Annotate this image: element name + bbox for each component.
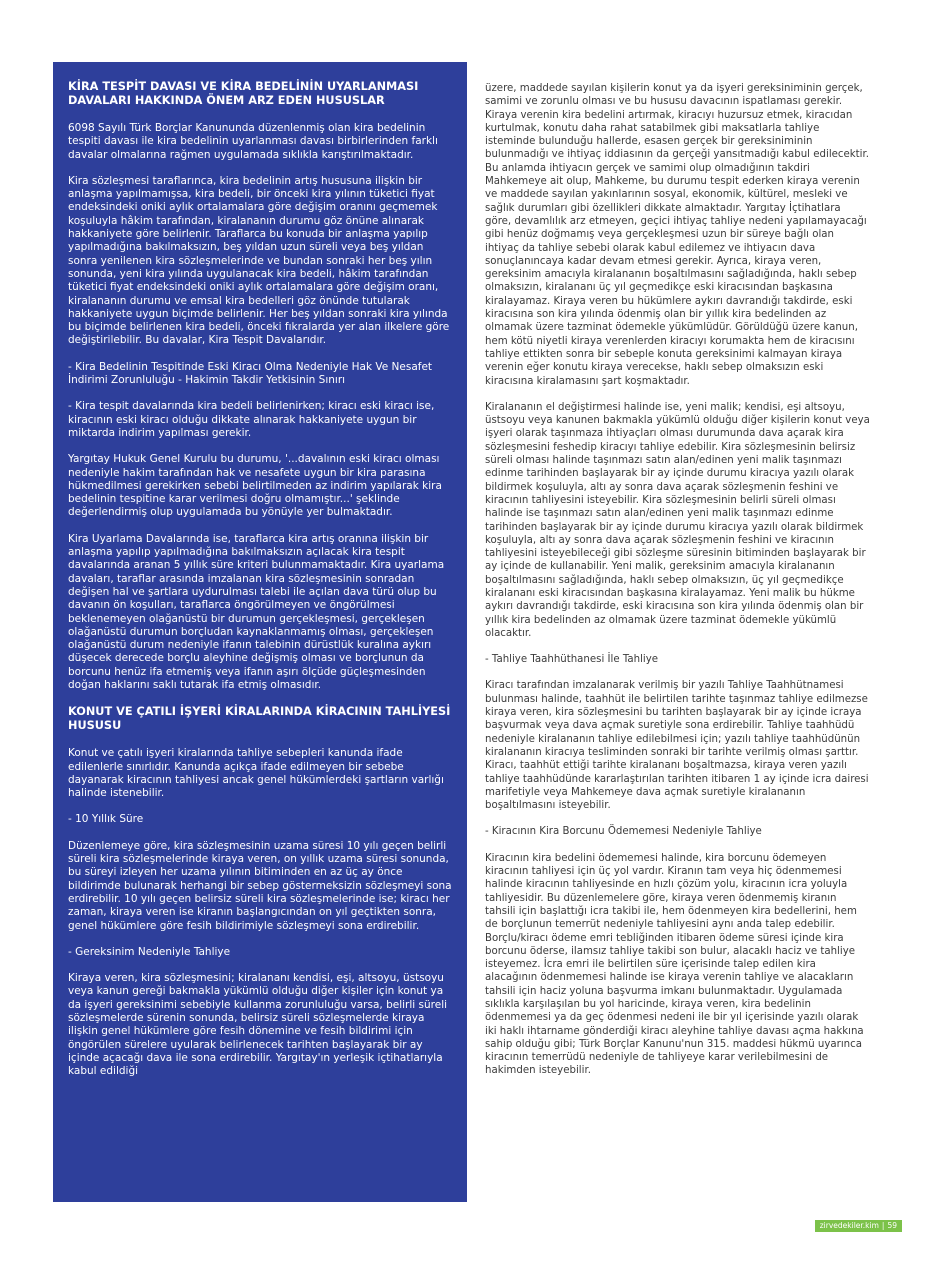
paragraph: Konut ve çatılı işyeri kiralarında tahliye sebepleri kanunda ifade edilenlerle sınırlıdır. Kanunda açıkça ifade edilmeyen bir sebebe dayanarak kiracının tahliyesi ancak genel hükümlerdeki şartların varlığı halinde istenebilir. xyxy=(68,747,444,800)
paragraph: 6098 Sayılı Türk Borçlar Kanununda düzenlenmiş olan kira bedelinin tespiti davası ile kira bedelinin uyarlanması davası birbirlerinden farklı davalar olmalarına rağmen uygulamada sıklıkla karıştırılmaktadır. xyxy=(68,122,438,161)
left-column-panel xyxy=(53,62,467,1202)
paragraph: Kira Uyarlama Davalarında ise, taraflarca kira artış oranına ilişkin bir anlaşma yapılıp yapılmadığına bakılmaksızın açılacak kira tespit davalarında aranan 5 yıllık süre kriteri bulunmamaktadır. Kira uyarlama davaları, taraflar arasında imzalanan kira sözleşmesinin sonradan değişen hal ve şartlara uydurulması talebi ile açılan dava türü olup bu davanın ön koşulları, taraflarca öngörülmeyen ve öngörülmesi beklenemeyen olağanüstü bir durumun gerçekleşmesi, gerçekleşen olağanüstü durumun borçludan kaynaklanmamış olması, gerçekleşen olağanüstü durum nedeniyle ifanın talebinin dürüstlük kuralına aykırı düşecek derecede borçlu aleyhine değişmiş olması ve borçlunun da borcunu henüz ifa etmemiş veya ifanın aşırı ölçüde güçleşmesinden doğan haklarını saklı tutarak ifa etmiş olmasıdır. xyxy=(68,532,445,691)
subheading-10-yillik-sure: - 10 Yıllık Süre xyxy=(68,813,144,826)
right-column xyxy=(485,82,870,1091)
subheading-taahhutname: - Tahliye Taahhüthanesi İle Tahliye xyxy=(485,654,659,666)
paragraph: Yargıtay Hukuk Genel Kurulu bu durumu, '...davalının eski kiracı olması nedeniyle hakim tarafından hak ve nesafete uygun bir kira parasına hükmedilmesi gerekirken sebebi belirtilmeden az indirim yapılarak kira bedelinin tespitine karar verilmesi doğru olmamıştır...' şeklinde değerlendirmiş olup uygulamada bu yönüyle yer bulmaktadır. xyxy=(68,453,442,519)
page-footer xyxy=(815,1220,902,1232)
paragraph: Düzenlemeye göre, kira sözleşmesinin uzama süresi 10 yılı geçen belirli süreli kira sözleşmelerinde kiraya veren, on yıllık uzama süresi sonunda, bu süreyi izleyen her uzama yılının bitiminden en az üç ay önce bildirimde bulunarak herhangi bir sebep göstermeksizin sözleşmeyi sona erdirebilir. 10 yılı geçen belirsiz süreli kira sözleşmelerinde ise; kiracı her zaman, kiraya veren ise kiranın başlangıcından on yıl geçtikten sonra, genel hükümlere göre fesih bildirimiyle sözleşmeyi sona erdirebilir. xyxy=(68,839,452,932)
section-heading-kira-tespit: KİRA TESPİT DAVASI VE KİRA BEDELİNİN UYARLANMASI DAVALARI HAKKINDA ÖNEM ARZ EDEN HUSUSLAR xyxy=(68,80,419,107)
footer-separator: | xyxy=(881,1221,885,1230)
paragraph: üzere, maddede sayılan kişilerin konut ya da işyeri gereksiniminin gerçek, samimi ve zorunlu olması ve bu hususu davacının ispatlaması gerekir. Kiraya verenin kira bedelini artırmak, kiracıyı huzursuz etmek, kiracıdan kurtulmak, konutu daha rahat satabilmek gibi maksatlarla tahliye isteminde bulunduğu hallerde, esasen gerçek bir gereksiniminin bulunmadığı ve ihtiyaç iddiasının da gerçeği yansıtmadığı kabul edilecektir. Bu anlamda ihtiyacın gerçek ve samimi olup olmadığının takdiri Mahkemeye ait olup, Mahkeme, bu durumu tespit ederken kiraya verenin ve maddede sayılan yakınlarının sosyal, ekonomik, kültürel, mesleki ve sağlık durumları gibi özellikleri dikkate almaktadır. Yargıtay İçtihatlara göre, devamlılık arz etmeyen, geçici ihtiyaç tahliye nedeni yapılamayacağı gibi henüz doğmamış veya gerçekleşmesi uzun bir süreye bağlı olan ihtiyaç da tahliye sebebi olarak kabul edilemez ve ihtiyacın dava sonuçlanıncaya kadar devam etmesi gerekir. Ayrıca, kiraya veren, gereksinim amacıyla kiralananın boşaltılmasını sağladığında, haklı sebep olmaksızın, kiralananı üç yıl geçmedikçe eski kiracısından başkasına kiralayamaz. Kiraya veren bu hükümlere aykırı davrandığı takdirde, eski kiracısına son kira yılında ödenmiş olan bir yıllık kira bedelinden az olmamak üzere tazminat ödemekle yükümlüdür. Görüldüğü üzere kanun, hem kötü niyetli kiraya verenlerden kiracıyı korumakta hem de kiracısını tahliye ettikten sonra bir sebeple konuta gereksinimi kalmayan kiraya verenin eğer konutu kiraya verecekse, haklı sebep olmaksızın eski kiracısına kiralamasını şart koşmaktadır. xyxy=(485,83,869,387)
site-name: zirvedekiler.kim xyxy=(819,1221,879,1230)
paragraph: Kiracının kira bedelini ödememesi halinde, kira borcunu ödemeyen kiracının tahliyesi için üç yol vardır. Kiranın tam veya hiç ödenmemesi halinde kiracının tahliyesinde en hızlı çözüm yolu, kiracının icra yoluyla tahliyesidir. Bu düzenlemelere göre, kiraya veren ödenmemiş kiranın tahsili için başlattığı icra takibi ile, hem ödenmeyen kira bedellerini, hem de borçlunun temerrüt nedeniyle tahliyesini aynı anda talep edebilir. Borçlu/kiracı ödeme emri tebliğinden itibaren ödeme süresi içinde kira borcunu öderse, ilamsız tahliye takibi son bulur, alacaklı haciz ve tahliye isteyemez. İcra emri ile belirtilen süre içerisinde talep edilen kira alacağının ödenmemesi halinde ise kiraya verenin tahliye ve alacakların tahsili için haciz yoluna başvurma imkanı bulunmaktadır. Uygulamada sıklıkla karşılaşılan bu yol haricinde, kiraya veren, kira bedelinin ödenmemesi ya da geç ödenmesi nedeni ile bir yıl içerisinde yazılı olarak iki haklı ihtarname gönderdiği kiracı aleyhine tahliye davası açma hakkına sahip olduğu gibi; Türk Borçlar Kanunu'nun 315. maddesi hükmü uyarınca kiracının temerrüdü nedeniyle de tahliyeye karar verilebilmesini de hakimden isteyebilir. xyxy=(485,852,864,1077)
paragraph: Kiracı tarafından imzalanarak verilmiş bir yazılı Tahliye Taahhütnamesi bulunması halinde, taahhüt ile belirtilen tarihte taşınmaz tahliye edilmezse kiraya veren, kira sözleşmesini bu tarihten başlayarak bir ay içinde icraya başvurmak veya dava açmak suretiyle sona erdirebilir. Tahliye taahhüdü nedeniyle kiralananın tahliye edilebilmesi için; yazılı tahliye taahhüdünün kiralananın kiracıya tesliminden sonraki bir tarihte verilmiş olması şarttır. Kiracı, taahhüt ettiği tarihte kiralananı boşaltmazsa, kiraya veren yazılı tahliye taahhüdünde kararlaştırılan tarihten itibaren 1 ay içinde icra dairesi marifetiyle veya Mahkemeye dava açmak suretiyle kiralananın boşaltılmasını isteyebilir. xyxy=(485,680,869,812)
subheading-hak-nesafet: - Kira Bedelinin Tespitinde Eski Kiracı Olma Nedeniyle Hak Ve Nesafet İndirimi Zorunluluğu - Hakimin Takdir Yetkisinin Sınırı xyxy=(68,360,433,387)
paragraph: Kira sözleşmesi taraflarınca, kira bedelinin artış hususuna ilişkin bir anlaşma yapılmamışsa, kira bedeli, bir önceki kira yılının tüketici fiyat endeksindeki oniki aylık ortalamalara göre değişim oranını geçmemek koşuluyla hâkim tarafından, kiralananın durumu göz önüne alınarak hakkaniyete göre belirlenir. Taraflarca bu konuda bir anlaşma yapılıp yapılmadığına bakılmaksızın, beş yıldan uzun süreli veya beş yıldan sonra yenilenen kira sözleşmelerinde ve bundan sonraki her beş yılın sonunda, yeni kira yılında uygulanacak kira bedeli, hâkim tarafından tüketici fiyat endeksindeki oniki aylık ortalamalara göre değişim oranı, kiralananın durumu ve emsal kira bedelleri göz önünde tutularak hakkaniyete uygun biçimde belirlenir. Her beş yıldan sonraki kira yılında bu biçimde belirlenen kira bedeli, önceki fıkralarda yer alan ilkelere göre değiştirilebilir. Bu davalar, Kira Tespit Davalarıdır. xyxy=(68,174,450,347)
page-number: 59 xyxy=(887,1221,897,1230)
subheading-kira-borcu: - Kiracının Kira Borcunu Ödememesi Nedeniyle Tahliye xyxy=(485,826,762,838)
paragraph: - Kira tespit davalarında kira bedeli belirlenirken; kiracı eski kiracı ise, kiracının eski kiracı olduğu dikkate alınarak hakkaniyete uygun bir miktarda indirim yapılması gerekir. xyxy=(68,400,435,439)
section-heading-tahliye: KONUT VE ÇATILI İŞYERİ KİRALARINDA KİRACININ TAHLİYESİ HUSUSU xyxy=(68,705,451,733)
paragraph: Kiralananın el değiştirmesi halinde ise, yeni malik; kendisi, eşi altsoyu, üstsoyu veya kanunen bakmakla yükümlü olduğu diğer kişilerin konut veya işyeri olarak taşınmaza ihtiyaçları olması durumunda dava açarak kira sözleşmesini feshedip kiracıyı tahliye edebilir. Kira sözleşmesinin belirsiz süreli olması halinde taşınmazı satın alan/edinen yeni malik taşınmazı edinme tarihinden başlayarak bir ay içinde durumu kiracıya yazılı olarak bildirmek koşuluyla, altı ay sonra dava açarak sözleşmenin feshini ve kiracının tahliyesini isteyebilir. Kira sözleşmesinin belirli süreli olması halinde ise taşınmazı satın alan/edinen yeni malik taşınmazı edinme tarihinden başlayarak bir ay içinde durumu kiracıya yazılı olarak bildirmek koşuluyla, altı ay sonra dava açarak sözleşmenin feshini ve kiracının tahliyesini isteyebileceği gibi sözleşme süresinin bitiminden başlayarak bir ay içinde de kullanabilir. Yeni malik, gereksinim amacıyla kiralananın boşaltılmasını sağladığında, haklı sebep olmaksızın, üç yıl geçmedikçe kiralananı eski kiracısından başkasına kiralayamaz. Yeni malik bu hükme aykırı davrandığı takdirde, eski kiracısına son kira yılında ödenmiş olan bir yıllık kira bedelinden az olmamak üzere tazminat ödemekle yükümlü olacaktır. xyxy=(485,401,870,639)
subheading-gereksinim: - Gereksinim Nedeniyle Tahliye xyxy=(68,945,231,958)
paragraph: Kiraya veren, kira sözleşmesini; kiralananı kendisi, eşi, altsoyu, üstsoyu veya kanun gereği bakmakla yükümlü olduğu diğer kişiler için konut ya da işyeri gereksinimi sebebiyle kullanma zorunluluğu varsa, belirli süreli sözleşmelerde sürenin sonunda, belirsiz süreli sözleşmelerde kiraya ilişkin genel hükümlere göre fesih dönemine ve fesih bildirimi için öngörülen sürelere uyularak belirlenecek tarihten başlayarak bir ay içinde açacağı dava ile sona erdirebilir. Yargıtay'ın yerleşik içtihatlarıyla kabul edildiği xyxy=(68,972,448,1078)
